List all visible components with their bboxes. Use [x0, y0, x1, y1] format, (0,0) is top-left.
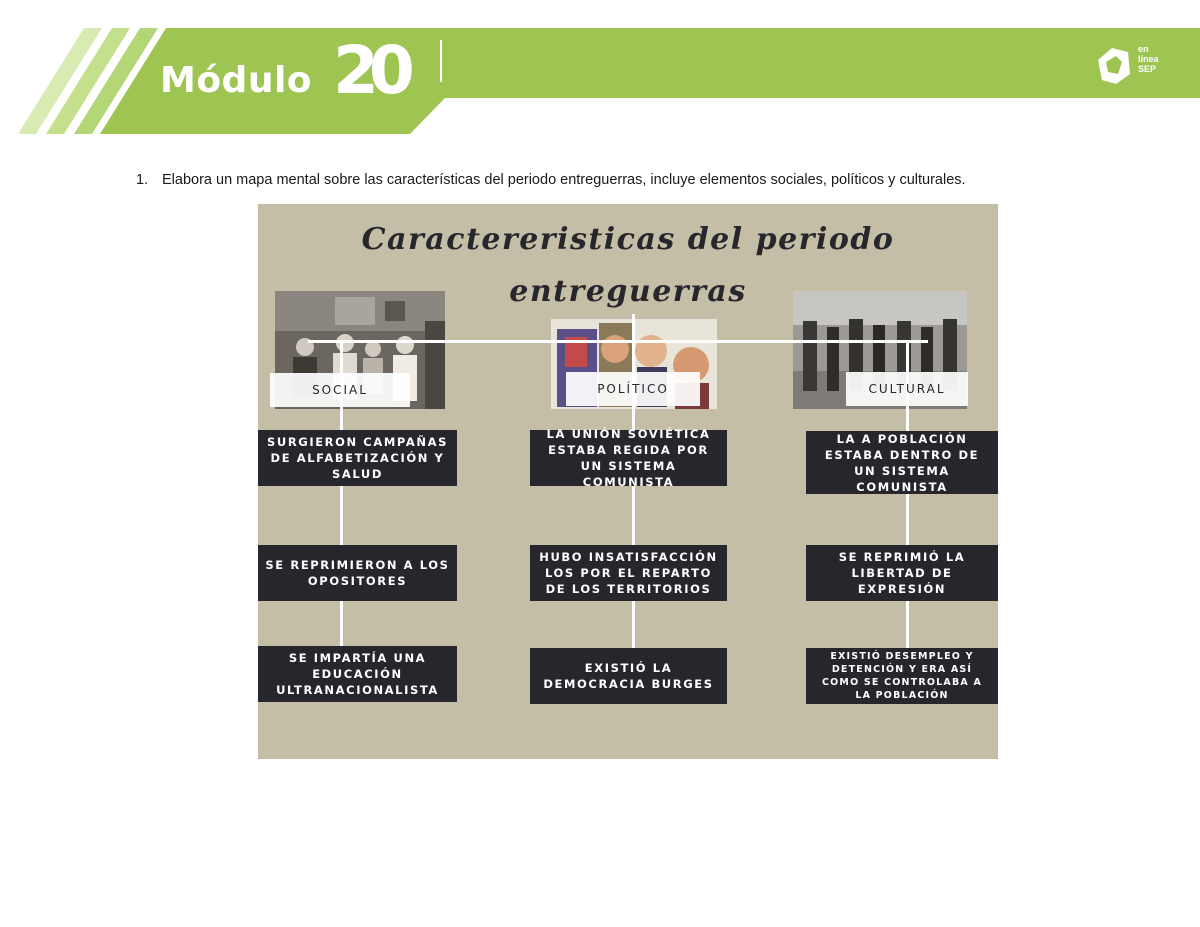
- social-item-3: SE IMPARTÍA UNA EDUCACIÓN ULTRANACIONALISTA: [258, 646, 457, 702]
- logo-text-line: SEP: [1138, 64, 1157, 74]
- instruction-text: Elabora un mapa mental sobre las características del periodo entreguerras, incluye elementos sociales, políticos y culturales.: [162, 172, 966, 188]
- cultural-item-3: EXISTIÓ DESEMPLEO Y DETENCIÓN Y ERA ASÍ COMO SE CONTROLABA A LA POBLACIÓN: [806, 648, 998, 704]
- module-title: Módulo: [160, 60, 313, 101]
- politico-item-2: HUBO INSATISFACCIÓN LOS POR EL REPARTO DE LOS TERRITORIOS: [530, 545, 727, 601]
- logo-text-line: en: [1138, 44, 1149, 54]
- social-item-1: SURGIERON CAMPAÑAS DE ALFABETIZACIÓN Y SALUD: [258, 430, 457, 486]
- logo-text: [1138, 44, 1168, 74]
- module-number: 20: [333, 32, 405, 109]
- mind-map-poster: [258, 204, 998, 759]
- module-header: [0, 0, 1200, 140]
- instruction-item: [136, 172, 966, 188]
- horizontal-connector: [308, 340, 928, 343]
- politico-label: POLÍTICO: [566, 372, 700, 406]
- poster-title-line2: entreguerras: [509, 274, 747, 309]
- logo-text-line: línea: [1138, 54, 1159, 64]
- instruction-number: 1.: [136, 172, 149, 188]
- cultural-item-2: SE REPRIMIÓ LA LIBERTAD DE EXPRESIÓN: [806, 545, 998, 601]
- poster-title-line1: Caractereristicas del periodo: [361, 222, 895, 257]
- politico-item-3: EXISTIÓ LA DEMOCRACIA BURGES: [530, 648, 727, 704]
- cultural-label: CULTURAL: [846, 372, 968, 406]
- politico-item-1: LA UNIÓN SOVIÉTICA ESTABA REGIDA POR UN SISTEMA COMUNISTA: [530, 430, 727, 486]
- social-item-2: SE REPRIMIERON A LOS OPOSITORES: [258, 545, 457, 601]
- social-label: SOCIAL: [270, 373, 410, 407]
- cultural-item-1: LA A POBLACIÓN ESTABA DENTRO DE UN SISTEMA COMUNISTA: [806, 431, 998, 494]
- header-divider: [440, 40, 442, 82]
